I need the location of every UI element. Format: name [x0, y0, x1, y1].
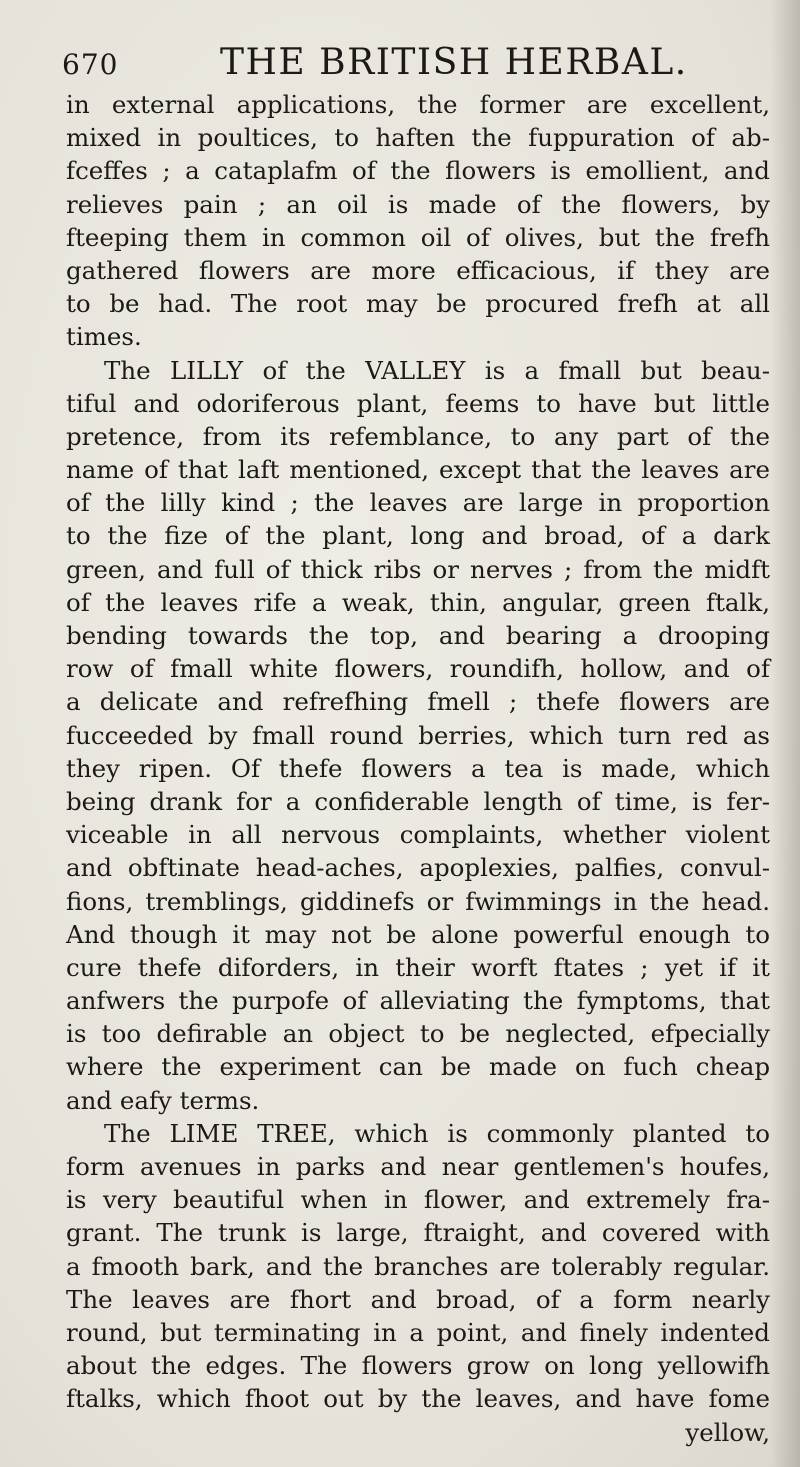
- text-line: row of fmall white flowers, roundifh, hollow, and of: [66, 654, 770, 684]
- text-line: mixed in poultices, to haften the fuppuration of ab-: [66, 123, 770, 153]
- text-line: round, but terminating in a point, and finely indented: [66, 1317, 770, 1347]
- paragraph-start-lilly-of-the-valley: The LILLY of the VALLEY is a fmall but beau-: [104, 355, 770, 385]
- text-line: name of that laft mentioned, except that the leaves are: [66, 455, 770, 485]
- text-line: And though it may not be alone powerful enough to: [66, 919, 770, 949]
- page-number: 670: [62, 48, 119, 81]
- text-line: being drank for a confiderable length of time, is fer-: [66, 786, 770, 816]
- text-line: a fmooth bark, and the branches are tolerably regular.: [66, 1251, 770, 1281]
- text-line: is very beautiful when in flower, and extremely fra-: [66, 1185, 770, 1215]
- text-line: The leaves are fhort and broad, of a form nearly: [66, 1284, 770, 1314]
- paragraph-start-lime-tree: The LIME TREE, which is commonly planted to: [104, 1118, 770, 1148]
- text-line: pretence, from its refemblance, to any part of the: [66, 421, 770, 451]
- catchword: yellow,: [685, 1417, 770, 1447]
- text-line: anfwers the purpofe of alleviating the fymptoms, that: [66, 986, 770, 1016]
- body-text: [66, 88, 770, 1449]
- text-line: and obftinate head-aches, apoplexies, palfies, convul-: [66, 853, 770, 883]
- text-line: ftalks, which fhoot out by the leaves, and have fome: [66, 1384, 770, 1414]
- text-line: about the edges. The flowers grow on long yellowifh: [66, 1351, 770, 1381]
- text-line: a delicate and refrefhing fmell ; thefe flowers are: [66, 687, 770, 717]
- text-line: fucceeded by fmall round berries, which turn red as: [66, 720, 770, 750]
- text-line: relieves pain ; an oil is made of the flowers, by: [66, 189, 770, 219]
- text-line: fteeping them in common oil of olives, but the frefh: [66, 222, 770, 252]
- text-line: and eafy terms.: [66, 1085, 260, 1115]
- text-line: cure thefe diforders, in their worft ftates ; yet if it: [66, 952, 770, 982]
- text-line: of the leaves rife a weak, thin, angular, green ftalk,: [66, 587, 770, 617]
- text-line: where the experiment can be made on fuch cheap: [66, 1052, 770, 1082]
- text-line: fceffes ; a cataplafm of the flowers is emollient, and: [66, 156, 770, 186]
- page-header: [62, 42, 762, 92]
- text-line: in external applications, the former are excellent,: [66, 90, 770, 119]
- text-line: of the lilly kind ; the leaves are large in proportion: [66, 488, 770, 518]
- text-line: tiful and odoriferous plant, feems to have but little: [66, 388, 770, 418]
- text-line: to the fize of the plant, long and broad, of a dark: [66, 521, 770, 551]
- text-line: green, and full of thick ribs or nerves ; from the midft: [66, 554, 770, 584]
- text-line: fions, tremblings, giddinefs or fwimmings in the head.: [66, 886, 770, 916]
- text-line: times.: [66, 322, 142, 352]
- text-line: form avenues in parks and near gentlemen's houfes,: [66, 1152, 770, 1181]
- text-line: bending towards the top, and bearing a drooping: [66, 621, 770, 650]
- text-line: grant. The trunk is large, ftraight, and covered with: [66, 1218, 770, 1248]
- text-line: is too defirable an object to be neglected, efpecially: [66, 1019, 770, 1049]
- text-line: to be had. The root may be procured frefh at all: [66, 289, 770, 319]
- text-line: they ripen. Of thefe flowers a tea is made, which: [66, 753, 770, 783]
- text-line: viceable in all nervous complaints, whether violent: [66, 820, 770, 850]
- running-title: THE BRITISH HERBAL.: [220, 42, 688, 83]
- text-line: gathered flowers are more efficacious, if they are: [66, 255, 770, 285]
